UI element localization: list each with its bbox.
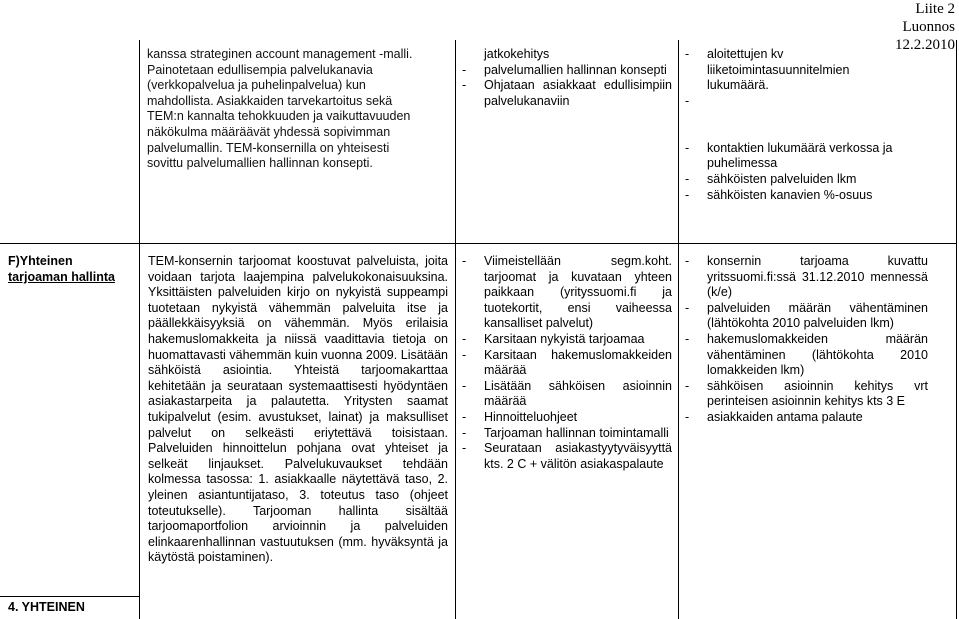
text-line: kanssa strateginen account management -malli. <box>147 47 413 61</box>
actions-intro: jatkokehitys <box>484 47 550 61</box>
indicator-text: aloitettujen kv liiketoimintasuunnitelmien lukumäärä. <box>707 47 850 93</box>
text-line: (verkkopalvelua ja puhelinpalvelua) kun <box>147 78 366 93</box>
indicator-text: sähköisten palveluiden lkm <box>707 171 857 186</box>
action-item <box>462 426 672 442</box>
action-item <box>462 379 672 410</box>
indicator-item <box>685 410 928 426</box>
list-dash: - <box>685 331 690 346</box>
indicator-item <box>685 254 928 301</box>
row-header-f <box>8 254 134 285</box>
list-dash: - <box>685 187 690 202</box>
text-line: palvelumallin. TEM-konsernilla on yhteisesti <box>147 140 390 155</box>
indicator-item <box>685 172 913 188</box>
list-dash: - <box>462 254 467 268</box>
list-dash: - <box>685 93 690 108</box>
indicator-text: sähköisen asioinnin kehitys vrt perinteisen asioinnin kehitys kts 3 E <box>707 378 928 409</box>
action-item <box>462 410 672 426</box>
document-date: 12.2.2010 <box>895 37 955 53</box>
list-dash: - <box>685 140 690 155</box>
table-column-divider <box>956 40 957 619</box>
list-dash: - <box>462 78 467 93</box>
table-column-divider <box>678 40 679 619</box>
action-text: Karsitaan nykyistä tarjoamaa <box>484 331 645 346</box>
row-header-line: F)Yhteinen <box>8 254 73 268</box>
section-label: 4. YHTEINEN <box>8 600 85 614</box>
table-row-divider <box>0 243 957 244</box>
action-text: Tarjoaman hallinnan toimintamalli <box>484 425 669 440</box>
action-text: palvelumallien hallinnan konsepti <box>484 62 667 77</box>
list-dash: - <box>685 47 690 61</box>
table-row-divider <box>0 596 140 597</box>
indicator-item <box>685 47 913 94</box>
action-text: Hinnoitteluohjeet <box>484 409 578 424</box>
indicator-item <box>685 188 913 204</box>
indicator-text: kontaktien lukumäärä verkossa ja puhelimessa <box>707 140 893 171</box>
row-f-indicators <box>685 254 928 426</box>
action-text: Viimeistellään segm.koht. tarjoomat ja kuvataan yhteen paikkaan (yrityssuomi.fi ja tuotekortit, ensi vaiheessa kansalliset palvelut) <box>484 254 672 331</box>
row-f-actions <box>462 254 672 472</box>
top-row-description <box>147 47 447 172</box>
list-dash: - <box>462 347 467 362</box>
text-line: sovittu palvelumallien hallinnan konsepti. <box>147 156 373 171</box>
list-dash: - <box>462 62 467 77</box>
action-item <box>462 441 672 472</box>
list-dash: - <box>462 409 467 424</box>
appendix-label: Liite 2 <box>915 1 955 17</box>
action-item <box>462 254 672 332</box>
action-text: Lisätään sähköisen asioinnin määrää <box>484 378 672 409</box>
indicator-item <box>685 332 928 379</box>
list-dash: - <box>685 300 690 315</box>
table-column-divider <box>139 40 140 619</box>
list-dash: - <box>685 171 690 186</box>
action-text: Karsitaan hakemuslomakkeiden määrää <box>484 347 672 378</box>
indicator-text: sähköisten kanavien %-osuus <box>707 187 873 202</box>
action-item <box>462 78 672 109</box>
text-line: Painotetaan edullisempia palvelukanavia <box>147 62 373 77</box>
text-line: näkökulma määräävät yhdessä sopivimman <box>147 124 391 139</box>
top-row-indicators <box>685 47 913 203</box>
indicator-item <box>685 301 928 332</box>
indicator-text: asiakkaiden antama palaute <box>707 409 863 424</box>
list-dash: - <box>462 331 467 346</box>
indicator-text: hakemuslomakkeiden määrän vähentäminen (lähtökohta 2010 lomakkeiden lkm) <box>707 331 928 378</box>
list-dash: - <box>462 425 467 440</box>
draft-label: Luonnos <box>902 19 955 35</box>
list-dash: - <box>685 254 690 268</box>
document-header <box>895 0 955 54</box>
action-item <box>462 332 672 348</box>
action-text: Ohjataan asiakkaat edullisimpiin palvelukanaviin <box>484 78 672 108</box>
indicator-item <box>685 379 928 410</box>
top-row-actions <box>462 47 672 109</box>
action-item <box>462 63 672 79</box>
list-dash: - <box>685 409 690 424</box>
list-dash: - <box>462 378 467 393</box>
table-column-divider <box>455 40 456 619</box>
row-header-line: tarjoaman hallinta <box>8 269 115 284</box>
action-text: Seurataan asiakastyytyväisyyttä kts. 2 C + välitön asiakaspalaute <box>484 441 672 471</box>
indicator-text: palveluiden määrän vähentäminen (lähtökohta 2010 palveluiden lkm) <box>707 300 928 331</box>
indicator-text: konsernin tarjoama kuvattu yritssuomi.fi:ssä 31.12.2010 mennessä (k/e) <box>707 254 928 300</box>
row-f-description: TEM-konsernin tarjoomat koostuvat palveluista, joita voidaan tarjota laajempina palvelukokonaisuuksina. Yksittäisten palveluiden kirjo on nykyistä suppeampi tuotetaan nykyistä vähemmän palveluita itse ja päällekkäisyyksiä on vähemmän. Myös erilaisia hakemuslomakkeita ja niissä vaadittavia tietoja on huomattavasti vähemmän kuin vuonna 2009. Lisätään sähköistä asiointia. Yhteistä tarjoomakarttaa kehitetään ja seurataan systemaattisesti hyödyntäen asiakastarpeita ja palautetta. Yritysten saamat tukipalvelut (esim. avustukset, lainat) ja maksulliset palvelut on selkeästi eriytettävä toisistaan. Palveluiden hinnoittelun pohjana ovat yhteiset ja selkeät linjaukset. Palvelukuvaukset tehdään kolmessa tasossa: 1. asiakkaalle näytettävä taso, 2. yleinen asiantuntijataso, 3. toteutus taso (ohjeet toteutukselle). Tarjooman hallinta sisältää tarjoomaportfolion arvioinnin ja palveluiden elinkaarenhallinnan vastuutuksen (mm. hyväksyntä ja käytöstä poistaminen). <box>148 254 448 565</box>
list-dash: - <box>685 378 690 393</box>
action-item <box>462 348 672 379</box>
text-line: TEM:n kannalta tehokkuuden ja vaikuttavuuden <box>147 109 411 124</box>
list-dash: - <box>462 441 467 456</box>
indicator-item <box>685 141 913 172</box>
text-line: mahdollista. Asiakkaiden tarvekartoitus sekä <box>147 93 393 108</box>
